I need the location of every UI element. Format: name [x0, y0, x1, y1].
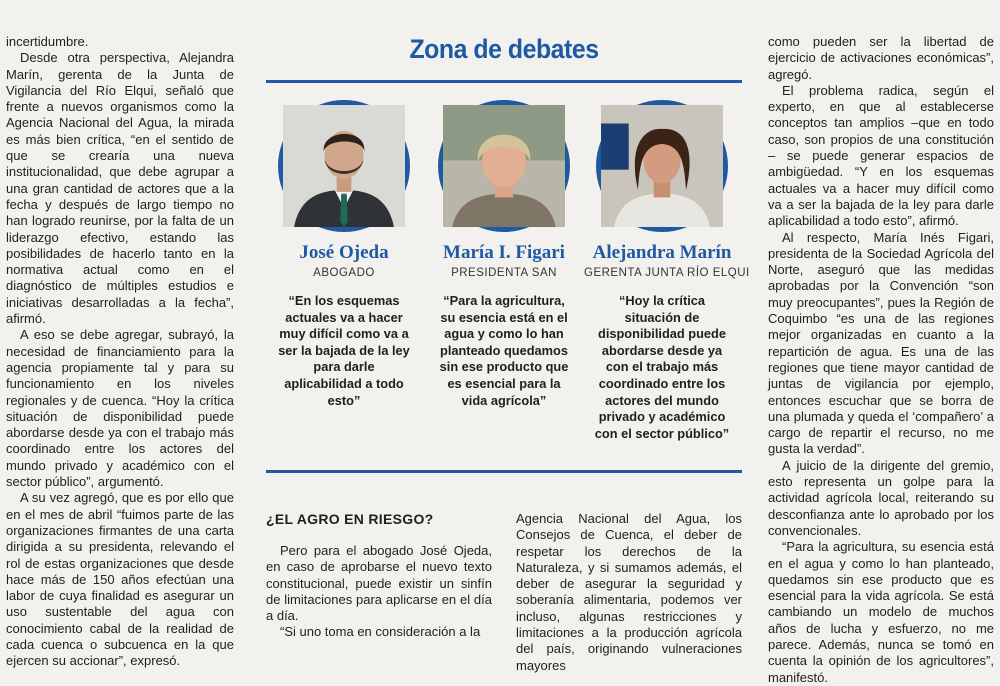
- article-column-mid2: [516, 511, 742, 674]
- debate-person-marin: [584, 100, 750, 442]
- person-role: ABOGADO: [313, 267, 375, 279]
- debate-title: Zona de debates: [409, 34, 599, 64]
- person-name: José Ojeda: [299, 242, 389, 263]
- person-role: PRESIDENTA SAN: [451, 267, 557, 279]
- divider-bottom: [266, 470, 742, 473]
- paragraph: “Si uno toma en consideración a la: [280, 624, 481, 640]
- paragraph: incertidumbre.: [6, 34, 89, 49]
- person-name: María I. Figari: [443, 242, 565, 263]
- paragraph: como pueden ser la libertad de ejercicio de activaciones económicas”, agregó.: [768, 34, 994, 82]
- debate-person-ojeda: [266, 100, 422, 409]
- portrait-photo: [278, 100, 410, 232]
- debate-zone: [266, 34, 750, 474]
- article-column-mid1: [266, 543, 492, 641]
- paragraph: El problema radica, según el experto, en que al establecerse conceptos tan amplios –que en todo caso, son propios de una constitución – se puede generar espacios de ambigüedad. “Y en los esquemas actuales va a hacer muy difícil como va a ser la bajada de la ley para darle aplicabilidad a todo esto”, afirmó.: [768, 82, 994, 229]
- section-subhead: ¿EL AGRO EN RIESGO?: [266, 511, 434, 527]
- person-name: Alejandra Marín: [592, 242, 732, 263]
- paragraph: Agencia Nacional del Agua, los Consejos de Cuenca, el deber de respetar los derechos de la Naturaleza, y si sumamos además, el deber de asegurar la seguridad y soberanía alimentaria, podemos ver incluso, algunas restricciones y limitaciones a la producción agrícola del país, originando vulneraciones mayores: [516, 511, 742, 673]
- paragraph: A juicio de la dirigente del gremio, esto representa un golpe para la actividad agrícola local, reiterando su desconfianza ante lo aprobado por los convencionales.: [768, 457, 994, 538]
- person-quote: “Hoy la crítica situación de disponibilidad puede abordarse desde ya con el trabajo más coordinado entre los actores del mundo privado y académico con el sector público”: [594, 293, 730, 441]
- person-quote: “Para la agricultura, su esencia está en el agua y como lo han planteado quedamos sin ese producto que es esencial para la vida agrícola”: [439, 293, 569, 408]
- debate-person-figari: [426, 100, 582, 409]
- woman-portrait-icon: [601, 105, 723, 227]
- portrait-photo: [438, 100, 570, 232]
- paragraph: A su vez agregó, que es por ello que en el mes de abril “fuimos parte de las organizaciones firmantes de una carta dirigida a su presidenta, relevando el rol de estas organizaciones que desde hace más de 150 años efectúan una labor de cuya finalidad es asegurar un uso sustentable del agua con conocimiento cabal de la realidad de cada cuenca o subcuenca en la que ejercen su accionar”, expresó.: [6, 490, 234, 669]
- divider-top: [266, 80, 742, 83]
- woman-portrait-icon: [443, 105, 565, 227]
- man-portrait-icon: [283, 105, 405, 227]
- person-role: GERENTA JUNTA RÍO ELQUI: [584, 267, 750, 279]
- paragraph: Pero para el abogado José Ojeda, en caso de aprobarse el nuevo texto constitucional, puede existir un sinfín de limitaciones para aplicarse en el día a día.: [266, 543, 492, 624]
- portrait-photo: [596, 100, 728, 232]
- paragraph: A eso se debe agregar, subrayó, la necesidad de financiamiento para la agencia propiamente tal y para su funcionamiento en los niveles regionales y de cuenca. “Hoy la crítica situación de disponibilidad puede abordarse desde ya con el trabajo más coordinado entre los actores del mundo privado y académico con el sector público”, argumentó.: [6, 327, 234, 490]
- paragraph: Al respecto, María Inés Figari, presidenta de la Sociedad Agrícola del Norte, aseguró que las medidas aprobadas por la Convención “son muy preocupantes”, pues la Región de Coquimbo “es una de las regiones mejor organizadas en cuanto a la repartición de agua. Es una de las regiones que tiene mayor cantidad de juntas de vigilancia por ejemplo, entonces escuchar que se borra de una plumada y queda el ‘compañero’ a cargo de repartir el recurso, no me gusta la verdad”.: [768, 229, 994, 457]
- article-column-right: [768, 34, 994, 686]
- paragraph: “Para la agricultura, su esencia está en el agua y como lo han planteado, quedamos sin ese producto que es esencial para la vida agrícola. Se está cambiando un modelo de muchos años de lucha y esfuerzo, no me parece. Además, nunca se tomó en cuenta la opinión de los agricultores”, manifestó.: [768, 539, 994, 685]
- person-quote: “En los esquemas actuales va a hacer muy difícil como va a ser la bajada de la ley para darle aplicabilidad a todo esto”: [278, 293, 410, 408]
- paragraph: Desde otra perspectiva, Alejandra Marín, gerenta de la Junta de Vigilancia del Río Elqui, señaló que frente a nuevos organismos como la Agencia Nacional del Agua, la mirada es más bien crítica, “en el sentido de que se crearía una nueva institucionalidad, que debe agrupar a una gran cantidad de actores que a la fecha y después de largo tiempo no han logrado reunirse, por la falta de un liderazgo efectivo, estando las posibilidades de hacerlo tanto en la normativa actual como en el diagnóstico de múltiples estudios e iniciativas desarrolladas a la fecha”, afirmó.: [6, 50, 234, 327]
- article-column-left: [6, 34, 234, 670]
